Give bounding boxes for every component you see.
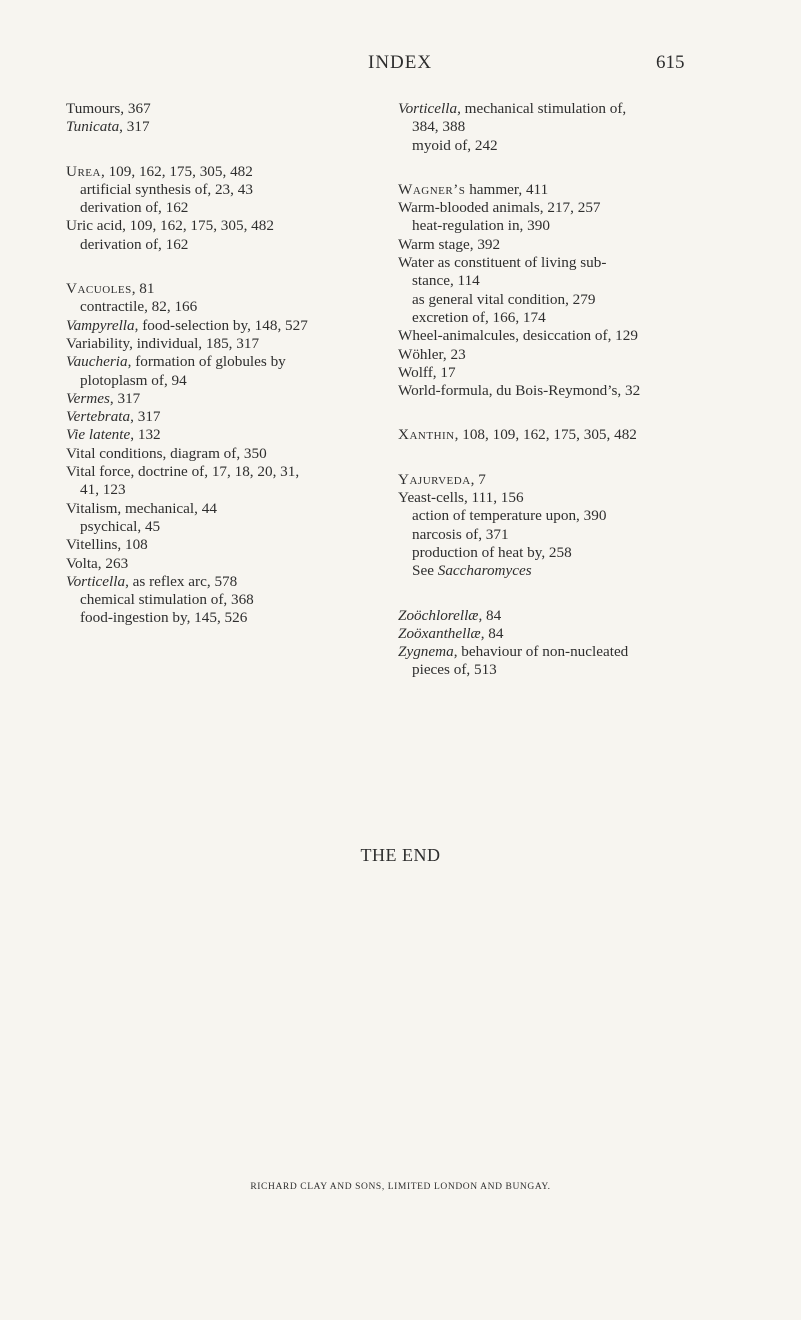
index-entry: Wheel-animalcules, desiccation of, 129 <box>398 327 638 345</box>
index-entry: Vacuoles, 81 <box>66 280 155 298</box>
index-entry: Yeast-cells, 111, 156 <box>398 489 524 507</box>
index-entry: Vorticella, as reflex arc, 578 <box>66 572 238 590</box>
page-number: 615 <box>656 52 685 73</box>
index-subentry: chemical stimulation of, 368 <box>80 591 254 609</box>
index-subentry: excretion of, 166, 174 <box>412 308 546 326</box>
index-entry: Warm stage, 392 <box>398 235 501 253</box>
index-entry: Wöhler, 23 <box>398 345 466 363</box>
index-entry: Wolff, 17 <box>398 363 456 381</box>
index-entry: Water as constituent of living sub- stance, 114 <box>398 254 607 290</box>
index-subentry: contractile, 82, 166 <box>80 298 198 316</box>
index-subentry: action of temperature upon, 390 <box>412 507 607 525</box>
index-column-right <box>398 100 738 680</box>
the-end-heading: THE END <box>360 845 441 865</box>
index-subentry: artificial synthesis of, 23, 43 <box>80 180 253 198</box>
index-entry: Zoöxanthellæ, 84 <box>398 624 504 642</box>
index-subentry: myoid of, 242 <box>412 136 498 154</box>
index-entry: Vertebrata, 317 <box>66 408 161 426</box>
index-entry: World-formula, du Bois-Reymond’s, 32 <box>398 382 641 400</box>
index-subentry: as general vital condition, 279 <box>412 290 596 308</box>
index-entry: Vitalism, mechanical, 44 <box>66 499 217 517</box>
index-subentry: heat-regulation in, 390 <box>412 217 550 235</box>
index-subentry: derivation of, 162 <box>80 235 189 253</box>
index-entry: Urea, 109, 162, 175, 305, 482 <box>66 162 253 180</box>
index-subentry: See Saccharomyces <box>412 562 532 580</box>
index-column-left <box>66 100 384 628</box>
index-entry: Xanthin, 108, 109, 162, 175, 305, 482 <box>398 426 637 444</box>
index-entry: Zoöchlorellæ, 84 <box>398 606 502 624</box>
index-entry: Vie latente, 132 <box>66 426 161 444</box>
index-entry: Variability, individual, 185, 317 <box>66 334 260 352</box>
index-subentry: psychical, 45 <box>80 517 161 535</box>
index-entry: Tumours, 367 <box>66 100 151 117</box>
index-subentry: food-ingestion by, 145, 526 <box>80 609 248 627</box>
index-entry: Volta, 263 <box>66 554 129 572</box>
index-entry: Tunicata, 317 <box>66 118 150 136</box>
printer-imprint: RICHARD CLAY AND SONS, LIMITED LONDON AND BUNGAY. <box>250 1182 551 1192</box>
running-title: INDEX <box>368 52 433 73</box>
index-entry: Vaucheria, formation of globules by plotoplasm of, 94 <box>66 353 286 389</box>
index-entry: Vital conditions, diagram of, 350 <box>66 444 267 462</box>
index-subentry: narcosis of, 371 <box>412 525 509 543</box>
index-entry: Wagner’s hammer, 411 <box>398 180 549 198</box>
index-entry: Uric acid, 109, 162, 175, 305, 482 <box>66 217 274 235</box>
index-entry: Vital force, doctrine of, 17, 18, 20, 31, 41, 123 <box>66 463 300 499</box>
index-entry: Warm-blooded animals, 217, 257 <box>398 199 601 217</box>
index-entry: Vitellins, 108 <box>66 536 148 554</box>
index-entry: Vorticella, mechanical stimulation of, 384, 388 <box>398 100 627 136</box>
index-subentry: derivation of, 162 <box>80 199 189 217</box>
index-entry: Vermes, 317 <box>66 389 141 407</box>
page-header <box>0 52 801 82</box>
index-entry: Vampyrella, food-selection by, 148, 527 <box>66 316 308 334</box>
index-entry: Yajurveda, 7 <box>398 470 486 488</box>
index-entry: Zygnema, behaviour of non-nucleated pieces of, 513 <box>398 643 629 679</box>
index-subentry: production of heat by, 258 <box>412 543 572 561</box>
